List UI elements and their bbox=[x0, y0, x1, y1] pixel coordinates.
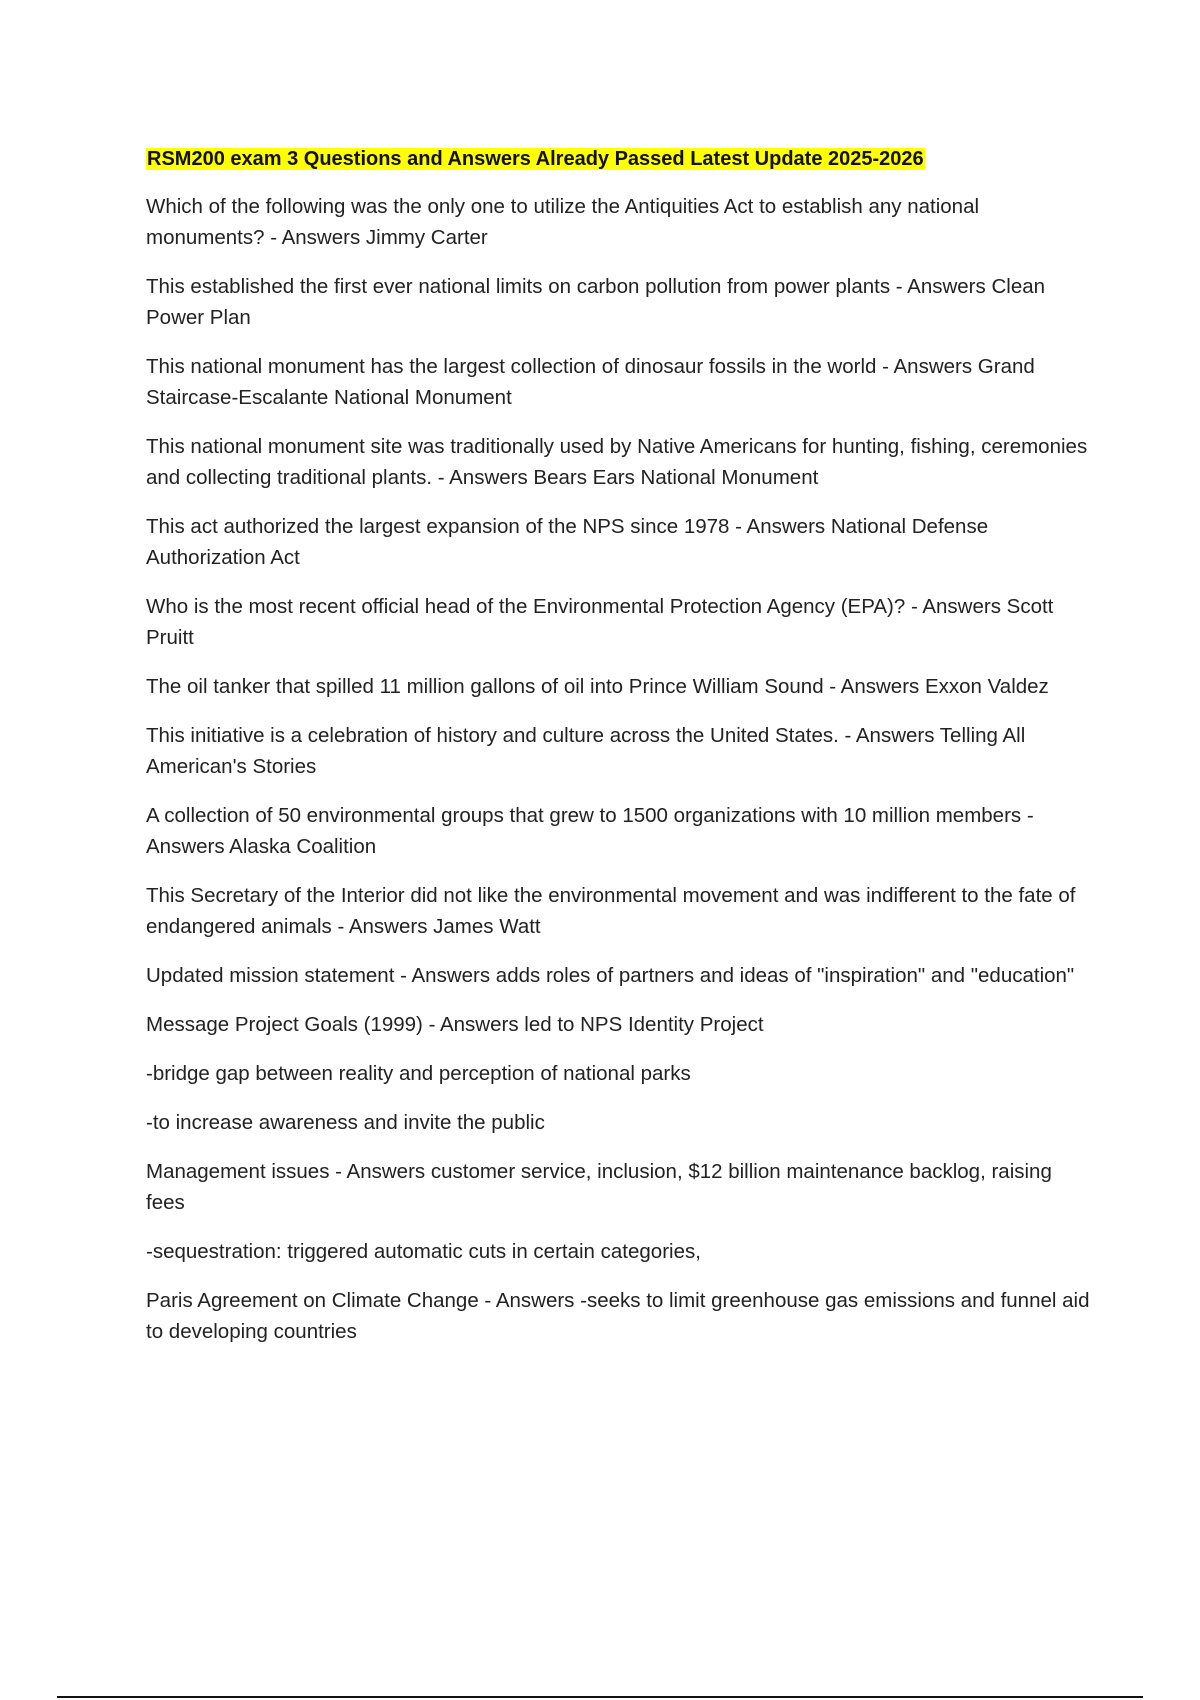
qa-paragraph: Updated mission statement - Answers adds roles of partners and ideas of "inspiration" and "education" bbox=[146, 964, 1075, 987]
qa-paragraph: This Secretary of the Interior did not like the environmental movement and was indifferent to the fate of endangered animals - Answers James Watt bbox=[146, 884, 1076, 938]
qa-paragraph: Management issues - Answers customer service, inclusion, $12 billion maintenance backlog, raising fees bbox=[146, 1160, 1052, 1214]
qa-paragraph: Which of the following was the only one to utilize the Antiquities Act to establish any national monuments? - Answers Jimmy Carter bbox=[146, 195, 980, 249]
bullet-line: -sequestration: triggered automatic cuts in certain categories, bbox=[146, 1240, 701, 1263]
qa-paragraph: This established the first ever national limits on carbon pollution from power plants - Answers Clean Power Plan bbox=[146, 275, 1046, 329]
qa-paragraph: This act authorized the largest expansion of the NPS since 1978 - Answers National Defense Authorization Act bbox=[146, 515, 989, 569]
footer-divider bbox=[57, 1696, 1143, 1698]
qa-paragraph: Who is the most recent official head of the Environmental Protection Agency (EPA)? - Answers Scott Pruitt bbox=[146, 595, 1054, 649]
qa-paragraph: The oil tanker that spilled 11 million gallons of oil into Prince William Sound - Answers Exxon Valdez bbox=[146, 675, 1049, 698]
bullet-line: -to increase awareness and invite the public bbox=[146, 1111, 545, 1134]
document-title-line bbox=[146, 144, 1096, 174]
qa-paragraph: Message Project Goals (1999) - Answers led to NPS Identity Project bbox=[146, 1013, 764, 1036]
document-title: RSM200 exam 3 Questions and Answers Already Passed Latest Update 2025-2026 bbox=[147, 148, 924, 170]
qa-paragraph: This national monument has the largest collection of dinosaur fossils in the world - Answers Grand Staircase-Escalante National Monument bbox=[146, 355, 1035, 409]
qa-paragraph: Paris Agreement on Climate Change - Answers -seeks to limit greenhouse gas emissions and funnel aid to developing countries bbox=[146, 1289, 1090, 1343]
qa-paragraph: A collection of 50 environmental groups that grew to 1500 organizations with 10 million members - Answers Alaska Coalition bbox=[146, 804, 1034, 858]
qa-paragraph: This national monument site was traditionally used by Native Americans for hunting, fishing, ceremonies and collecting traditional plants. - Answers Bears Ears National Monument bbox=[146, 435, 1088, 489]
bullet-line: -bridge gap between reality and perception of national parks bbox=[146, 1062, 691, 1085]
qa-paragraph: This initiative is a celebration of history and culture across the United States. - Answers Telling All American's Stories bbox=[146, 724, 1026, 778]
document-body bbox=[146, 144, 1096, 1365]
